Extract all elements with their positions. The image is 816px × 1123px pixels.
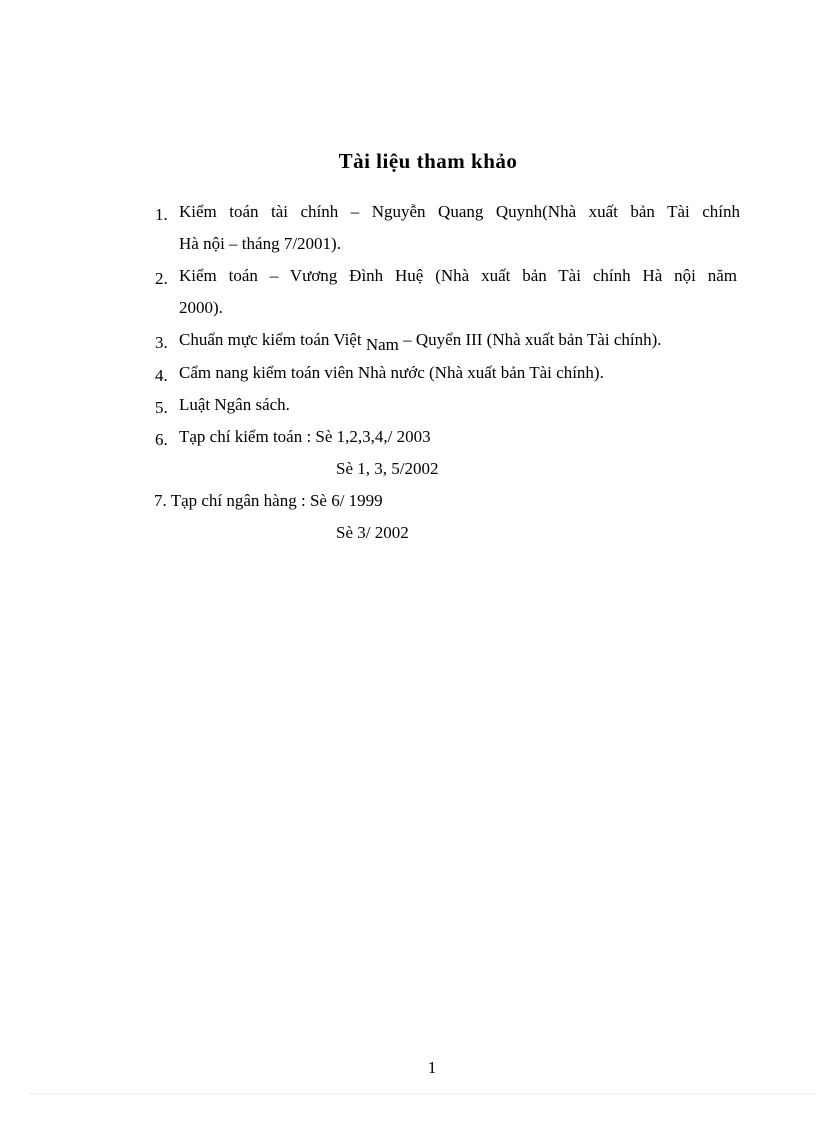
reference-line: Kiểm toán – Vương Đình Huệ (Nhà xuất bản Tài chính Hà nội năm <box>179 266 737 285</box>
reference-line: 2000). <box>179 298 223 317</box>
page-title: Tài liệu tham khảo <box>338 149 518 173</box>
reference-text: Luật Ngân sách. <box>179 395 290 414</box>
reference-text: Tạp chí kiểm toán : Sè 1,2,3,4,/ 2003 <box>179 427 431 446</box>
reference-number: 1. <box>155 205 168 224</box>
reference-text <box>179 324 740 356</box>
reference-line: Hà nội – tháng 7/2001). <box>179 234 341 253</box>
reference-number: 2. <box>155 269 168 288</box>
reference-item-2 <box>155 260 737 324</box>
reference-item-3 <box>155 324 740 356</box>
page-number: 1 <box>427 1058 437 1077</box>
reference-item-6 <box>155 421 740 453</box>
reference-item-7: 7. Tạp chí ngân hàng : Sè 6/ 1999 <box>154 491 383 510</box>
reference-item-1 <box>155 196 740 260</box>
reference-item-5 <box>155 389 740 421</box>
reference-number: 5. <box>155 398 168 417</box>
reference-line: Kiểm toán tài chính – Nguyễn Quang Quynh(Nhà xuất bản Tài chính <box>179 202 740 221</box>
footer-divider <box>30 1093 816 1094</box>
reference-number: 4. <box>155 366 168 385</box>
reference-item-4 <box>155 357 740 389</box>
reference-number: 3. <box>155 333 168 352</box>
reference-continuation: Sè 1, 3, 5/2002 <box>336 459 439 478</box>
reference-number: 6. <box>155 430 168 449</box>
reference-text <box>179 260 737 324</box>
reference-text <box>179 196 740 260</box>
reference-text-subscript: Nam <box>365 335 399 354</box>
reference-text-part: – Quyển III (Nhà xuất bản Tài chính). <box>398 330 662 349</box>
reference-text-part: Chuẩn mực kiểm toán Việt <box>179 330 366 349</box>
reference-continuation: Sè 3/ 2002 <box>336 523 409 542</box>
reference-text: Cẩm nang kiểm toán viên Nhà nước (Nhà xuất bản Tài chính). <box>179 363 604 382</box>
